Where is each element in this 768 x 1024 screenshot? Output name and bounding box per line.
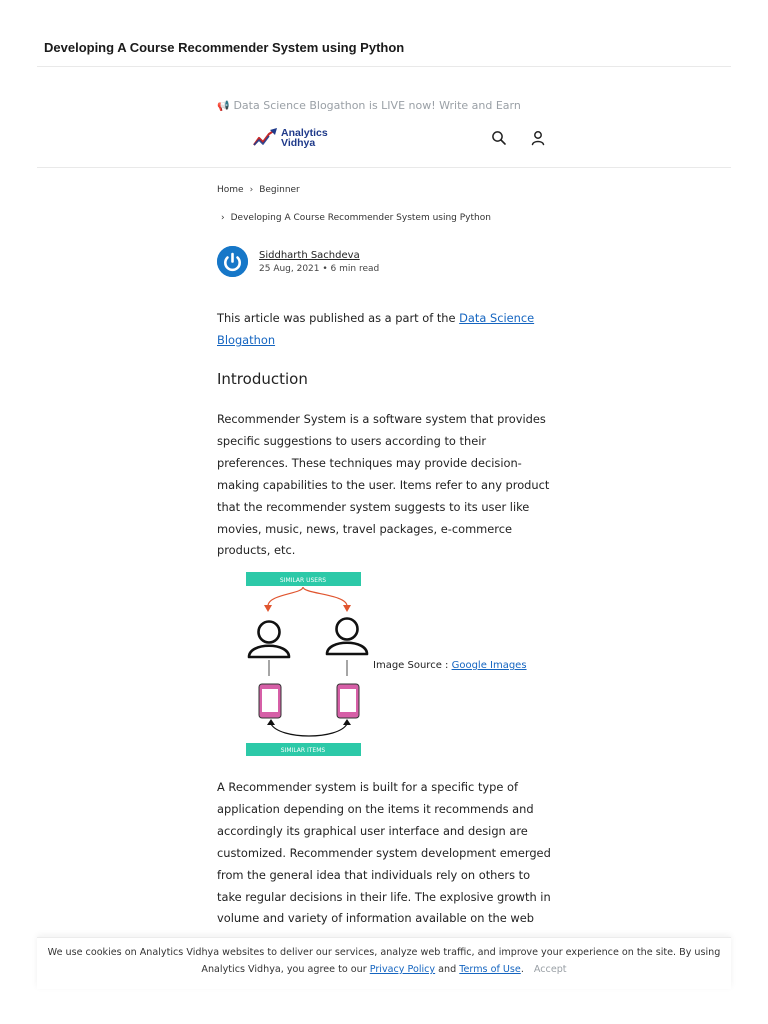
site-logo[interactable] — [253, 125, 343, 151]
divider — [37, 167, 731, 168]
blogathon-note — [217, 308, 552, 352]
breadcrumb-current-row — [221, 213, 491, 223]
cookie-and: and — [435, 964, 460, 975]
user-icon[interactable] — [530, 130, 546, 146]
chevron-right-icon: › — [221, 213, 225, 223]
user-icon — [327, 619, 367, 655]
recommender-paragraph: A Recommender system is built for a specific type of application depending on the items it recommends and accordingly its graphical user interface and design are customized. Recommender system development emerged from the general idea that individuals rely on others to take regular decisions in their life. The explosive growth in volume and variety of information available on the web — [217, 780, 551, 926]
intro-paragraph: Recommender System is a software system that provides specific suggestions to users according to their preferences. These techniques may provide decision-making capabilities to the user. Items refer to any product that the recommender system suggests to its user like movies, music, news, travel packages, e-commerce products, etc. — [217, 412, 550, 558]
phone-icon — [259, 684, 281, 718]
privacy-policy-link[interactable]: Privacy Policy — [369, 964, 436, 975]
breadcrumb-home[interactable]: Home — [217, 185, 244, 195]
author-avatar[interactable] — [217, 246, 248, 277]
terms-of-use-link[interactable]: Terms of Use — [459, 964, 521, 975]
logo-line2: Vidhya — [281, 137, 316, 149]
phone-icon — [337, 684, 359, 718]
megaphone-icon: 📢 — [217, 101, 230, 112]
similar-items-label: SIMILAR ITEMS — [280, 747, 326, 754]
logo-mark-icon — [253, 127, 279, 149]
recommender-diagram — [240, 568, 370, 764]
logo-line1: Analytics — [281, 127, 328, 139]
blogathon-link[interactable]: Data Science Blogathon — [217, 311, 535, 347]
image-source-label: Image Source : — [373, 660, 452, 671]
section-heading-introduction: Introduction — [217, 370, 308, 388]
cookie-banner — [37, 937, 731, 989]
article-meta: 25 Aug, 2021 • 6 min read — [259, 264, 380, 274]
page-title: Developing A Course Recommender System using Python — [44, 40, 405, 55]
image-source — [373, 660, 527, 671]
accept-button[interactable]: Accept — [533, 964, 567, 975]
cookie-dot: . — [520, 964, 524, 975]
user-icon — [249, 622, 289, 658]
search-icon[interactable] — [491, 130, 507, 146]
similar-users-label: SIMILAR USERS — [279, 577, 327, 584]
divider — [37, 66, 731, 67]
author-name-link[interactable]: Siddharth Sachdeva — [259, 250, 360, 261]
breadcrumb-beginner[interactable]: Beginner — [259, 185, 300, 195]
announcement-text: Data Science Blogathon is LIVE now! Write and Earn — [233, 99, 521, 112]
blogathon-note-text: This article was published as a part of the — [217, 311, 460, 325]
chevron-right-icon: › — [249, 185, 254, 195]
breadcrumb-current: Developing A Course Recommender System using Python — [230, 213, 491, 223]
cookie-text: We use cookies on Analytics Vidhya websites to deliver our services, analyze web traffic, and improve your experience on the site. By using Analytics Vidhya, you agree to our — [47, 947, 721, 975]
announcement-bar[interactable] — [217, 99, 521, 112]
breadcrumb — [217, 185, 300, 195]
google-images-link[interactable]: Google Images — [451, 660, 527, 671]
